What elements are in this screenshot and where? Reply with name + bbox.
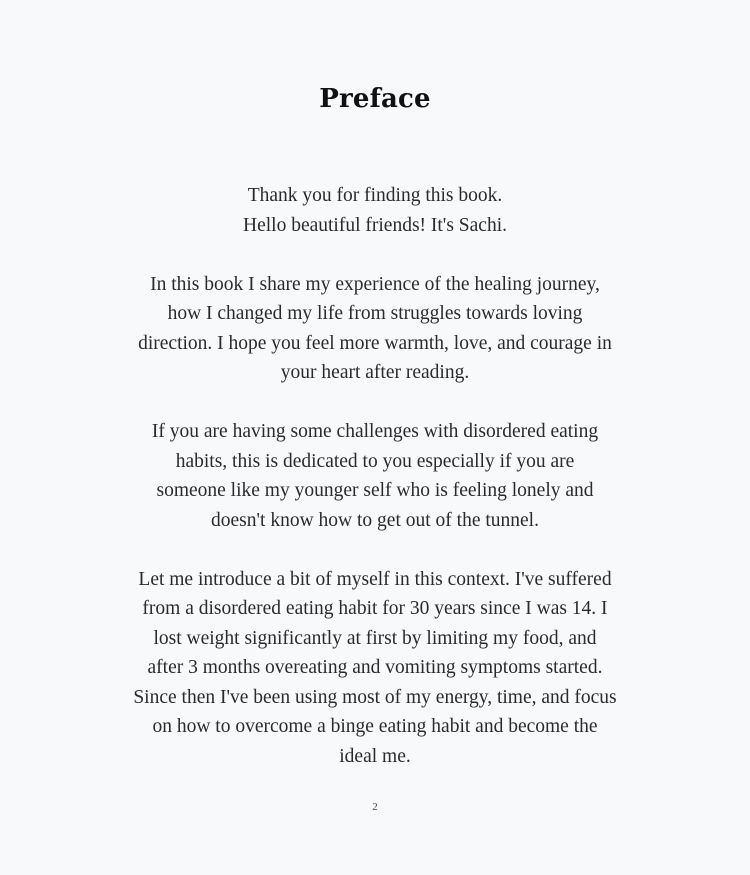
- paragraph-intro: [110, 270, 640, 388]
- text-line: ideal me.: [339, 745, 411, 767]
- page-number: 2: [372, 801, 378, 813]
- text-line: habits, this is dedicated to you especially if you are: [175, 450, 575, 472]
- text-line: someone like my younger self who is feeling lonely and: [156, 480, 594, 501]
- text-line: on how to overcome a binge eating habit and become the: [152, 716, 598, 737]
- paragraph-background: [110, 565, 640, 772]
- paragraph-dedication: [110, 417, 640, 535]
- text-line: your heart after reading.: [280, 362, 470, 383]
- text-line: lost weight significantly at first by limiting my food, and: [153, 627, 597, 649]
- text-line: how I changed my life from struggles towards loving: [167, 303, 583, 324]
- paragraph-greeting: [110, 181, 640, 240]
- preface-body: [110, 181, 640, 801]
- text-line: direction. I hope you feel more warmth, love, and courage in: [138, 332, 612, 354]
- text-line: after 3 months overeating and vomiting symptoms started.: [147, 657, 603, 678]
- text-line: Thank you for finding this book.: [247, 185, 503, 206]
- page-title: Preface: [319, 84, 431, 114]
- text-line: If you are having some challenges with disordered eating: [151, 421, 599, 442]
- text-line: doesn't know how to get out of the tunnel.: [211, 509, 539, 531]
- text-line: from a disordered eating habit for 30 years since I was 14. I: [142, 598, 608, 619]
- text-line: Hello beautiful friends! It's Sachi.: [243, 214, 507, 236]
- text-line: Let me introduce a bit of myself in this context. I've suffered: [138, 568, 612, 590]
- text-line: Since then I've been using most of my energy, time, and focus: [133, 686, 617, 708]
- text-line: In this book I share my experience of the healing journey,: [150, 273, 600, 295]
